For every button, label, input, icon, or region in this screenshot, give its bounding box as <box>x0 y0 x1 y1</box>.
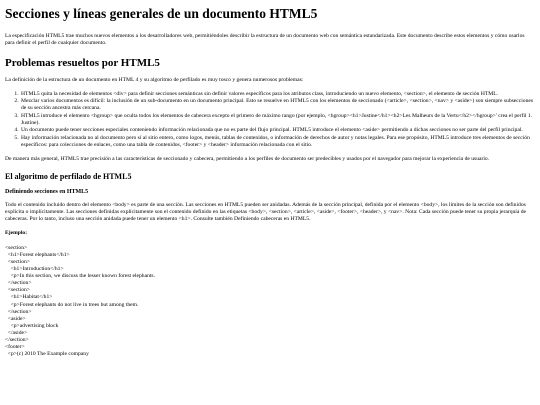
code-line: <h1>Forest elephants</h1> <box>7 251 70 258</box>
list-item: 4. Un documento puede tener secciones especiales conteniendo información relacionada que no es parte del flujo principal. HTML5 introduce el elemento <aside> permitiendo a dichas secciones no ser parte del perfil principal. <box>20 127 534 134</box>
code-line: </section> <box>7 308 32 315</box>
code-line: </section> <box>7 280 32 287</box>
section-heading-problems: Problemas resueltos por HTML5 <box>5 56 160 69</box>
code-line: <p>advertising block <box>10 322 59 329</box>
section-heading-algorithm: El algoritmo de perfilado de HTML5 <box>5 171 132 181</box>
intro-paragraph: La especificación HTML5 trae muchos nuevos elementos a los desarrolladores web, permitiéndoles describir la estructura de un documento web con semántica estandarizada. Este documento describe estos elementos y cómo usarlos para definir el perfil de cualquier documento. <box>5 33 525 47</box>
page-title: Secciones y líneas generales de un documento HTML5 <box>5 6 318 21</box>
code-line: <p>Forest elephants do not live in trees but among them. <box>10 301 139 308</box>
code-example <box>5 245 534 359</box>
problems-list <box>5 91 534 149</box>
code-line: <section> <box>7 287 30 294</box>
code-line: </section> <box>5 336 29 343</box>
code-line: <p>(c) 2010 The Example company <box>7 351 89 358</box>
problems-lead-paragraph: La definición de la estructura de un documento en HTML 4 y su algoritmo de perfilado es muy tosco y genera numerosos problemas: <box>5 76 304 83</box>
code-line: <section> <box>7 258 30 265</box>
list-item: 2. Mezclar varios documentos es difícil: la inclusión de un sub-documento en un documento principal. Esto se resuelve en HTML5 con los elementos de seccionado (<article>, <section>, <nav> y <aside>) son siempre subsecciones de su sección ancestra más cercana. <box>20 98 534 113</box>
code-line: <footer> <box>5 344 25 351</box>
list-item: 1. HTML5 quita la necesidad de elementos <div> para definir secciones semánticas sin definir valores específicos para los atributos class, introduciendo un nuevo elemento, <section>, el elemento de sección HTML. <box>20 91 534 98</box>
code-line: <section> <box>5 244 28 251</box>
subheading-defining-sections: Definiendo secciones en HTML5 <box>5 188 89 195</box>
code-line: <aside> <box>7 315 26 322</box>
code-line: </aside> <box>7 329 28 336</box>
list-item: 3. HTML5 introduce el elemento <hgroup> que oculta todos los elementos de cabecera excepto el primero de máximo rango (por ejemplo, <hgroup><h1>Justine</h1><h2>Les Malheurs de la Vertu</h2></hgroup>' crea el perfil 1. Justine). <box>20 113 534 128</box>
code-line: <h1>Introduction</h1> <box>10 266 64 273</box>
list-item: 5. Hay información relacionada no al documento pero sí al sitio entero, como logos, menús, tablas de contenidos, o información de derechos de autor y notas legales. Para ese propósito, HTML5 introduce tres elementos de sección específicos: para colecciones de enlaces, como una tabla de contenidos, <footer> y <header> información relacionada con el sitio. <box>20 135 534 150</box>
code-line: <h1>Habitat</h1> <box>10 294 53 301</box>
defining-sections-paragraph: Todo el contenido incluido dentro del elemento <body> es parte de una sección. Las secciones en HTML5 pueden ser anidadas. Además de la sección principal, definida por el elemento <body>, los límites de la sección son definidos explícita o implícitamente. Las secciones definidas explícitamente son el contenido definido en las etiquetas <body>, <section>, <article>, <aside>, <footer>, <header>, y <nav>. Nota: Cada sección puede tener su propia jerarquía de cabeceras. Por lo tanto, incluso una sección anidada puede tener un elemento <h1>. Consulte también Definiendo cabeceras en HTML5. <box>5 201 527 223</box>
code-line: <p>In this section, we discuss the lesser known forest elephants. <box>10 273 156 280</box>
example-label: Ejemplo: <box>5 230 28 237</box>
problems-closing-paragraph: De manera más general, HTML5 trae precisión a las características de seccionado y cabecera, permitiendo a los perfiles de documento ser predecibles y usados por el navegador para mejorar la experiencia de usuario. <box>5 156 490 163</box>
